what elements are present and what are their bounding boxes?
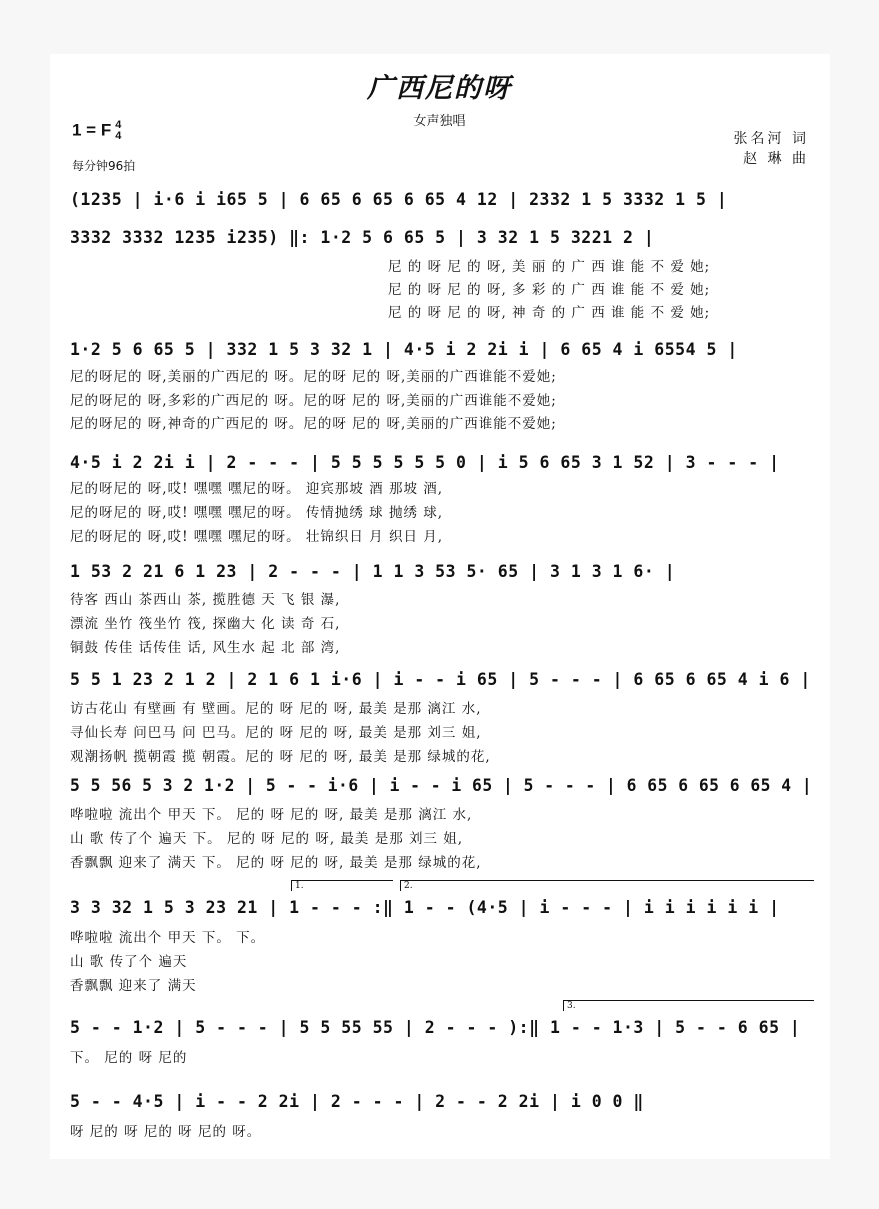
lyric-line: 尼 的 呀 尼 的 呀, 美 丽 的 广 西 谁 能 不 爱 她; [388, 259, 711, 275]
notation-line-9: 5 - - 1·2 | 5 - - - | 5 5 55 55 | 2 - - - ):‖ 1 - - 1·3 | 5 - - 6 65 | [70, 1018, 801, 1037]
notation-line-7: 5 5 56 5 3 2 1·2 | 5 - - i·6 | i - - i 65 | 5 - - - | 6 65 6 65 6 65 4 | [70, 776, 813, 795]
lyric-line: 尼的呀尼的 呀,美丽的广西尼的 呀。尼的呀 尼的 呀,美丽的广西谁能不爱她; [70, 369, 557, 385]
lyric-line: 观潮扬帆 揽朝霞 揽 朝霞。尼的 呀 尼的 呀, 最美 是那 绿城的花, [70, 749, 491, 765]
lyric-line: 尼 的 呀 尼 的 呀, 多 彩 的 广 西 谁 能 不 爱 她; [388, 282, 711, 298]
performance-type: 女声独唱 [413, 114, 466, 129]
time-signature: 4 4 [115, 119, 122, 142]
lyric-line: 铜鼓 传佳 话传佳 话, 风生水 起 北 部 湾, [70, 640, 341, 656]
notation-line-10: 5 - - 4·5 | i - - 2 2i | 2 - - - | 2 - - 2 2i | i 0 0 ‖ [70, 1092, 644, 1111]
notation-line-5: 1 53 2 21 6 1 23 | 2 - - - | 1 1 3 53 5· 65 | 3 1 3 1 6· | [70, 562, 676, 581]
lyric-line: 尼的呀尼的 呀,哎! 嘿嘿 嘿尼的呀。 壮锦织日 月 织日 月, [70, 529, 444, 545]
lyric-line: 尼的呀尼的 呀,哎! 嘿嘿 嘿尼的呀。 迎宾那坡 酒 那坡 酒, [70, 481, 444, 497]
composer-credit: 赵 琳 曲 [743, 151, 809, 167]
lyricist-credit: 张名河 词 [733, 131, 809, 147]
lyric-line: 寻仙长寿 问巴马 问 巴马。尼的 呀 尼的 呀, 最美 是那 刘三 姐, [70, 725, 482, 741]
lyric-line: 香飘飘 迎来了 满天 下。 尼的 呀 尼的 呀, 最美 是那 绿城的花, [70, 855, 482, 871]
lyric-line: 山 歌 传了个 遍天 下。 尼的 呀 尼的 呀, 最美 是那 刘三 姐, [70, 831, 464, 847]
lyric-line: 漂流 坐竹 筏坐竹 筏, 探幽大 化 读 奇 石, [70, 616, 341, 632]
lyric-line: 哗啦啦 流出个 甲天 下。 尼的 呀 尼的 呀, 最美 是那 漓江 水, [70, 807, 473, 823]
lyric-line: 尼的呀尼的 呀,多彩的广西尼的 呀。尼的呀 尼的 呀,美丽的广西谁能不爱她; [70, 393, 557, 409]
lyric-line: 尼的呀尼的 呀,哎! 嘿嘿 嘿尼的呀。 传情抛绣 球 抛绣 球, [70, 505, 444, 521]
notation-line-3: 1·2 5 6 65 5 | 332 1 5 3 32 1 | 4·5 i 2 2i i | 6 65 4 i 6554 5 | [70, 340, 738, 359]
notation-line-6: 5 5 1 23 2 1 2 | 2 1 6 1 i·6 | i - - i 65 | 5 - - - | 6 65 6 65 4 i 6 | [70, 670, 811, 689]
notation-line-1: (1235 | i·6 i i65 5 | 6 65 6 65 6 65 4 12 | 2332 1 5 3332 1 5 | [70, 190, 728, 209]
volta-1: 1. [291, 880, 393, 891]
lyric-line: 尼 的 呀 尼 的 呀, 神 奇 的 广 西 谁 能 不 爱 她; [388, 305, 711, 321]
lyric-line: 尼的呀尼的 呀,神奇的广西尼的 呀。尼的呀 尼的 呀,美丽的广西谁能不爱她; [70, 416, 557, 432]
lyric-line: 山 歌 传了个 遍天 [70, 954, 188, 970]
notation-line-4: 4·5 i 2 2i i | 2 - - - | 5 5 5 5 5 5 0 | i 5 6 65 3 1 52 | 3 - - - | [70, 453, 780, 472]
lyric-line: 下。 尼的 呀 尼的 [70, 1050, 188, 1066]
lyric-line: 香飘飘 迎来了 满天 [70, 978, 197, 994]
tempo-marking: 每分钟96拍 [72, 159, 136, 173]
key-label: 1 = F [72, 120, 112, 140]
lyric-line: 呀 尼的 呀 尼的 呀 尼的 呀。 [70, 1124, 262, 1140]
song-title: 广西尼的呀 [367, 73, 512, 104]
notation-line-8: 3 3 32 1 5 3 23 21 | 1 - - - :‖ 1 - - (4·5 | i - - - | i i i i i i | [70, 898, 780, 917]
lyric-line: 待客 西山 茶西山 茶, 揽胜德 天 飞 银 瀑, [70, 592, 341, 608]
notation-line-2: 3332 3332 1235 i235) ‖: 1·2 5 6 65 5 | 3 32 1 5 3221 2 | [70, 228, 655, 247]
key-signature [72, 120, 121, 142]
volta-3: 3. [563, 1000, 814, 1011]
volta-2: 2. [400, 880, 814, 891]
lyric-line: 哗啦啦 流出个 甲天 下。 下。 [70, 930, 266, 946]
lyric-line: 访古花山 有壁画 有 壁画。尼的 呀 尼的 呀, 最美 是那 漓江 水, [70, 701, 482, 717]
